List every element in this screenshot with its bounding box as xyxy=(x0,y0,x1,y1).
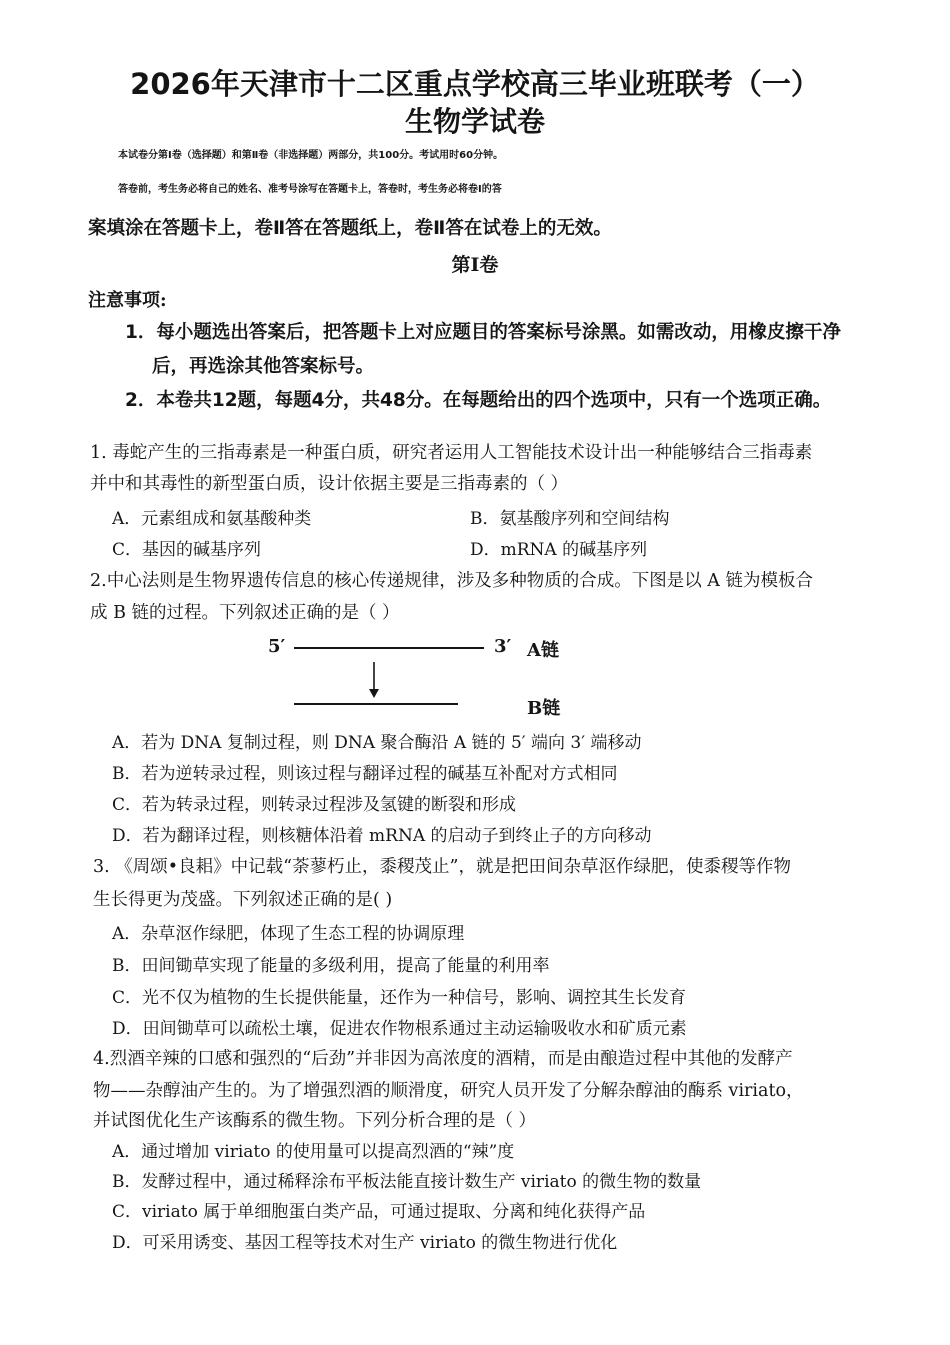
question-4-option-c: C．viriato 属于单细胞蛋白类产品，可通过提取、分离和纯化获得产品 xyxy=(112,1202,646,1222)
intro-line-2: 答卷前，考生务必将自己的姓名、准考号涂写在答题卡上，答卷时，考生务必将卷Ⅰ的答 xyxy=(118,184,502,195)
question-1-option-a: A．元素组成和氨基酸种类 xyxy=(112,509,312,529)
question-4-option-a: A．通过增加 viriato 的使用量可以提高烈酒的“辣”度 xyxy=(112,1142,515,1162)
question-2-option-b: B．若为逆转录过程，则该过程与翻译过程的碱基互补配对方式相同 xyxy=(112,764,618,784)
question-4-option-b: B．发酵过程中，通过稀释涂布平板法能直接计数生产 viriato 的微生物的数量 xyxy=(112,1172,702,1192)
strand-b-label: B链 xyxy=(527,698,561,719)
notice-item-1-line-1: 1．每小题选出答案后，把答题卡上对应题目的答案标号涂黑。如需改动，用橡皮擦干净 xyxy=(125,322,841,343)
question-4-option-d: D．可采用诱变、基因工程等技术对生产 viriato 的微生物进行优化 xyxy=(112,1233,618,1253)
question-4-stem-line-2: 物——杂醇油产生的。为了增强烈酒的顺滑度，研究人员开发了分解杂醇油的酶系 viriato， xyxy=(93,1081,804,1101)
section-title: 第Ⅰ卷 xyxy=(451,254,499,276)
question-2-stem-line-1: 2.中心法则是生物界遗传信息的核心传递规律，涉及多种物质的合成。下图是以 A 链为模板合 xyxy=(90,571,813,591)
question-2-option-a: A．若为 DNA 复制过程，则 DNA 聚合酶沿 A 链的 5′ 端向 3′ 端移动 xyxy=(112,733,642,753)
question-3-option-d: D．田间锄草可以疏松土壤，促进农作物根系通过主动运输吸收水和矿质元素 xyxy=(112,1019,687,1039)
question-1-option-b: B．氨基酸序列和空间结构 xyxy=(470,509,670,529)
question-1-stem-line-1: 1. 毒蛇产生的三指毒素是一种蛋白质，研究者运用人工智能技术设计出一种能够结合三指毒素 xyxy=(90,443,813,463)
question-1-option-c: C．基因的碱基序列 xyxy=(112,540,262,560)
question-3-option-c: C．光不仅为植物的生长提供能量，还作为一种信号，影响、调控其生长发育 xyxy=(112,988,687,1008)
question-2-option-c: C．若为转录过程，则转录过程涉及氢键的断裂和形成 xyxy=(112,795,517,815)
question-4-stem-line-3: 并试图优化生产该酶系的微生物。下列分析合理的是（ ） xyxy=(93,1111,537,1131)
notice-label: 注意事项: xyxy=(88,290,167,311)
notice-item-1-line-2: 后，再选涂其他答案标号。 xyxy=(152,356,375,377)
synthesis-arrow-head xyxy=(369,689,379,698)
strand-a-label: A链 xyxy=(527,640,559,661)
intro-line-1: 本试卷分第Ⅰ卷（选择题）和第Ⅱ卷（非选择题）两部分，共100分。考试用时60分钟。 xyxy=(118,150,504,161)
question-2-stem-line-2: 成 B 链的过程。下列叙述正确的是（ ） xyxy=(90,603,400,623)
exam-subtitle: 生物学试卷 xyxy=(404,105,545,138)
strand-a-right-end-label: 3′ xyxy=(494,636,512,657)
question-3-stem-line-1: 3. 《周颂•良耜》中记载“荼蓼朽止，黍稷茂止”，就是把田间杂草沤作绿肥，使黍稷等作物 xyxy=(93,857,791,877)
question-3-stem-line-2: 生长得更为茂盛。下列叙述正确的是( ) xyxy=(93,890,393,910)
question-1-option-d: D．mRNA 的碱基序列 xyxy=(470,540,648,560)
exam-title: 2026年天津市十二区重点学校高三毕业班联考（一） xyxy=(130,67,820,101)
intro-line-3: 案填涂在答题卡上，卷Ⅱ答在答题纸上，卷Ⅱ答在试卷上的无效。 xyxy=(88,218,612,239)
strand-a-left-end-label: 5′ xyxy=(268,636,286,657)
notice-item-2: 2．本卷共12题，每题4分，共48分。在每题给出的四个选项中，只有一个选项正确。 xyxy=(125,390,832,411)
question-3-option-a: A．杂草沤作绿肥，体现了生态工程的协调原理 xyxy=(112,924,465,944)
question-4-stem-line-1: 4.烈酒辛辣的口感和强烈的“后劲”并非因为高浓度的酒精，而是由酿造过程中其他的发酵产 xyxy=(93,1049,793,1069)
question-3-option-b: B．田间锄草实现了能量的多级利用，提高了能量的利用率 xyxy=(112,956,550,976)
question-2-option-d: D．若为翻译过程，则核糖体沿着 mRNA 的启动子到终止子的方向移动 xyxy=(112,826,652,846)
question-1-stem-line-2: 并中和其毒性的新型蛋白质，设计依据主要是三指毒素的（ ） xyxy=(90,474,569,494)
strand-diagram-drawing xyxy=(280,640,500,710)
